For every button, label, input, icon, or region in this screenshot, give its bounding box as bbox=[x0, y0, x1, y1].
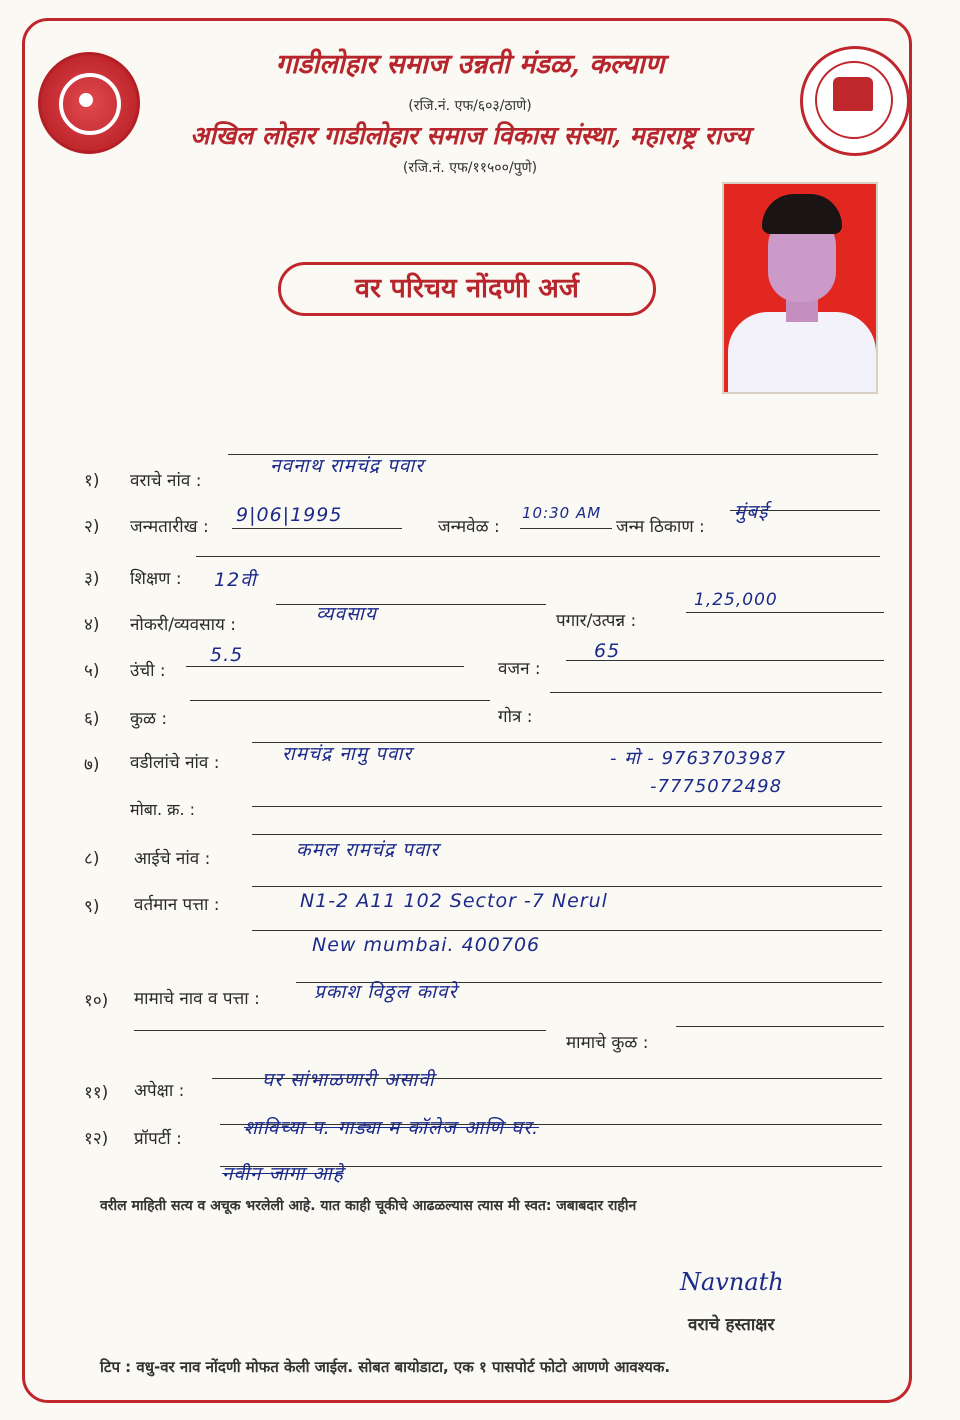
registration-number-1: (रजि.नं. एफ/६०३/ठाणे) bbox=[408, 98, 532, 114]
org-seal-right-icon bbox=[800, 46, 910, 156]
birth-time-label: जन्मवेळ : bbox=[438, 517, 500, 537]
footer-note: टिप : वधु-वर नाव नोंदणी मोफत केली जाईल. सोबत बायोडाटा, एक १ पासपोर्ट फोटो आणणे आवश्यक. bbox=[100, 1358, 671, 1376]
mobile-line bbox=[252, 806, 882, 807]
mother-name-value[interactable]: कमल रामचंद्र पवार bbox=[296, 839, 440, 861]
income-label: पगार/उत्पन्न : bbox=[556, 611, 637, 631]
registration-number-2: (रजि.नं. एफ/११५००/पुणे) bbox=[402, 160, 538, 176]
weight-value[interactable]: 65 bbox=[594, 640, 621, 662]
clan-label: कुळ : bbox=[130, 709, 168, 729]
field-number: २) bbox=[84, 517, 100, 537]
property-label: प्रॉपर्टी : bbox=[134, 1129, 182, 1149]
groom-name-label: वराचे नांव : bbox=[130, 471, 202, 491]
field-number: ७) bbox=[84, 755, 100, 775]
mother-name-line bbox=[252, 834, 882, 835]
father-name-value[interactable]: रामचंद्र नामु पवार bbox=[282, 743, 413, 765]
field-number: १२) bbox=[84, 1129, 109, 1149]
groom-name-value[interactable]: नवनाथ रामचंद्र पवार bbox=[270, 455, 425, 477]
address-line-2 bbox=[252, 930, 882, 931]
gotra-label: गोत्र : bbox=[498, 707, 533, 727]
maternal-clan-label: मामाचे कुळ : bbox=[566, 1033, 649, 1053]
signature-label: वराचे हस्ताक्षर bbox=[688, 1315, 775, 1335]
maternal-clan-line bbox=[676, 1026, 884, 1027]
height-value[interactable]: 5.5 bbox=[210, 644, 244, 666]
field-number: १०) bbox=[84, 991, 109, 1011]
field-number: ६) bbox=[84, 709, 100, 729]
birth-place-value[interactable]: मुंबई bbox=[734, 501, 769, 523]
education-value[interactable]: 12वी bbox=[214, 569, 257, 591]
birth-time-value[interactable]: 10:30 AM bbox=[522, 504, 602, 522]
groom-signature: Navnath bbox=[680, 1268, 784, 1296]
field-number: ४) bbox=[84, 615, 100, 635]
org-name-secondary: अखिल लोहार गाडीलोहार समाज विकास संस्था, महाराष्ट्र राज्य bbox=[190, 121, 750, 150]
education-line bbox=[196, 556, 880, 557]
father-mobile-value-2[interactable]: -7775072498 bbox=[650, 776, 783, 797]
maternal-uncle-line-2 bbox=[134, 1030, 546, 1031]
property-value-2[interactable]: नवीन जागा आहे bbox=[222, 1163, 344, 1185]
father-mobile-value[interactable]: - मो - 9763703987 bbox=[610, 748, 787, 769]
field-number: १) bbox=[84, 471, 100, 491]
birthdate-value[interactable]: 9|06|1995 bbox=[236, 504, 343, 526]
education-label: शिक्षण : bbox=[130, 569, 182, 589]
wheel-hub bbox=[79, 93, 93, 107]
field-number: ११) bbox=[84, 1083, 109, 1103]
height-label: उंची : bbox=[130, 661, 166, 681]
income-line bbox=[686, 612, 884, 613]
expectation-label: अपेक्षा : bbox=[134, 1081, 185, 1101]
height-line bbox=[186, 666, 464, 667]
address-line-1 bbox=[252, 886, 882, 887]
address-label: वर्तमान पत्ता : bbox=[134, 895, 220, 915]
field-number: ९) bbox=[84, 897, 100, 917]
field-number: ५) bbox=[84, 661, 100, 681]
maternal-uncle-label: मामाचे नाव व पत्ता : bbox=[134, 989, 260, 1009]
father-name-label: वडीलांचे नांव : bbox=[130, 753, 220, 773]
address-value-1[interactable]: N1-2 A11 102 Sector -7 Nerul bbox=[300, 890, 608, 912]
address-value-2[interactable]: New mumbai. 400706 bbox=[312, 934, 541, 956]
form-title: वर परिचय नोंदणी अर्ज bbox=[278, 262, 656, 316]
org-emblem-left-icon bbox=[38, 52, 140, 154]
birthdate-label: जन्मतारीख : bbox=[130, 517, 209, 537]
birth-time-line bbox=[520, 528, 612, 529]
occupation-label: नोकरी/व्यवसाय : bbox=[130, 615, 236, 635]
field-number: ३) bbox=[84, 569, 100, 589]
passport-photo bbox=[722, 182, 878, 394]
field-number: ८) bbox=[84, 849, 100, 869]
org-name-primary: गाडीलोहार समाज उन्नती मंडळ, कल्याण bbox=[275, 49, 665, 80]
maternal-uncle-value[interactable]: प्रकाश विठ्ठल कावरे bbox=[314, 981, 458, 1003]
declaration-text: वरील माहिती सत्य व अचूक भरलेली आहे. यात काही चूकीचे आढळल्यास त्यास मी स्वत: जबाबदार राहीन bbox=[100, 1198, 637, 1214]
weight-label: वजन : bbox=[498, 659, 541, 679]
expectation-value[interactable]: घर सांभाळणारी असावी bbox=[262, 1069, 435, 1091]
income-value[interactable]: 1,25,000 bbox=[694, 590, 778, 610]
birth-place-label: जन्म ठिकाण : bbox=[616, 517, 705, 537]
mobile-label: मोबा. क्र. : bbox=[130, 800, 196, 819]
clan-line bbox=[190, 700, 490, 701]
gotra-line bbox=[550, 692, 882, 693]
birthdate-line bbox=[232, 528, 402, 529]
property-value[interactable]: शाविच्या प. गाड्या म कॉलेज आणि घर. bbox=[244, 1117, 540, 1139]
seal-figure bbox=[833, 77, 873, 111]
mother-name-label: आईचे नांव : bbox=[134, 849, 211, 869]
occupation-value[interactable]: व्यवसाय bbox=[316, 603, 377, 625]
